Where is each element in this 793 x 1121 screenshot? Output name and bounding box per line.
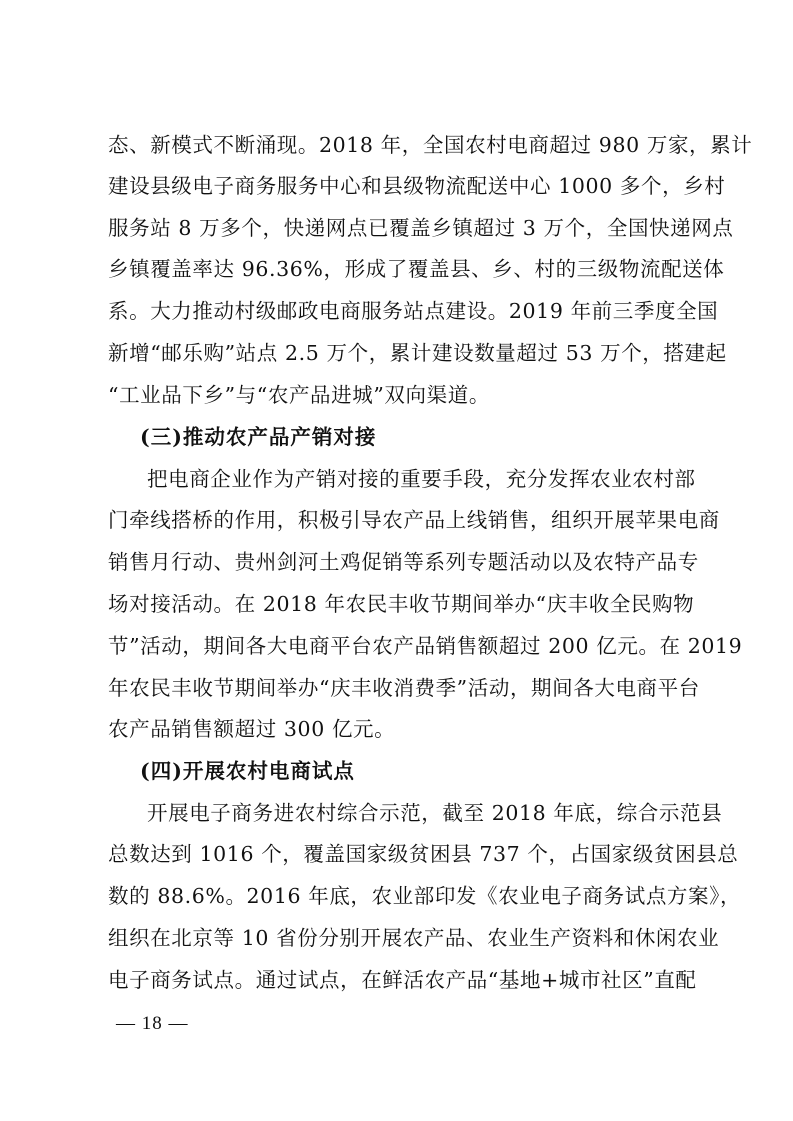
paragraph-line: 组织在北京等 10 省份分别开展农产品、农业生产资料和休闲农业 [108, 926, 720, 950]
paragraph-line: 年农民丰收节期间举办“庆丰收消费季”活动，期间各大电商平台 [108, 676, 700, 700]
paragraph-line: 销售月行动、贵州剑河土鸡促销等系列专题活动以及农特产品专 [108, 550, 699, 574]
paragraph-line: 门牵线搭桥的作用，积极引导农产品上线销售，组织开展苹果电商 [108, 508, 720, 532]
paragraph-line: 建设县级电子商务服务中心和县级物流配送中心 1000 多个，乡村 [108, 174, 726, 198]
section-heading: (三)推动农产品产销对接 [140, 425, 377, 449]
paragraph-line: 把电商企业作为产销对接的重要手段，充分发挥农业农村部 [147, 467, 696, 491]
section-heading: (四)开展农村电商试点 [140, 759, 355, 783]
paragraph-line: 数的 88.6%。2016 年底，农业部印发《农业电子商务试点方案》， [108, 884, 742, 908]
paragraph-line: 电子商务试点。通过试点，在鲜活农产品“基地+城市社区”直配 [108, 968, 697, 992]
paragraph-line: 服务站 8 万多个，快递网点已覆盖乡镇超过 3 万个，全国快递网点 [108, 216, 734, 240]
page-number: — 18 — [116, 1013, 189, 1034]
paragraph-line: 态、新模式不断涌现。2018 年，全国农村电商超过 980 万家，累计 [108, 133, 753, 157]
paragraph-line: 系。大力推动村级邮政电商服务站点建设。2019 年前三季度全国 [108, 299, 719, 323]
paragraph-line: 新增“邮乐购”站点 2.5 万个，累计建设数量超过 53 万个，搭建起 [108, 341, 727, 365]
paragraph-line: 乡镇覆盖率达 96.36%，形成了覆盖县、乡、村的三级物流配送体 [108, 257, 725, 281]
paragraph-line: 农产品销售额超过 300 亿元。 [108, 717, 396, 741]
paragraph-line: 节”活动，期间各大电商平台农产品销售额超过 200 亿元。在 2019 [108, 634, 743, 658]
paragraph-line: “工业品下乡”与“农产品进城”双向渠道。 [108, 383, 490, 407]
paragraph-line: 总数达到 1016 个，覆盖国家级贫困县 737 个，占国家级贫困县总 [108, 842, 739, 866]
paragraph-line: 场对接活动。在 2018 年农民丰收节期间举办“庆丰收全民购物 [108, 592, 695, 616]
paragraph-line: 开展电子商务进农村综合示范，截至 2018 年底，综合示范县 [147, 801, 723, 825]
